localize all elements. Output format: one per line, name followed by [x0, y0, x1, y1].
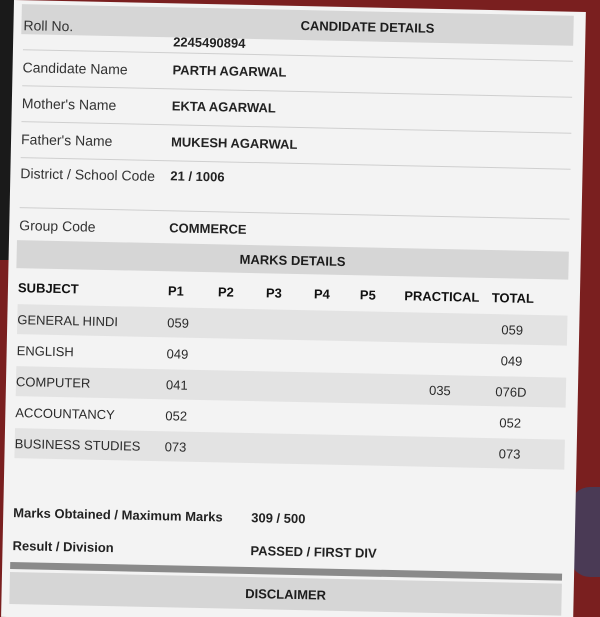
field-label: Roll No.	[23, 17, 74, 35]
field-label: Mother's Name	[21, 95, 117, 114]
marks-obtained-label: Marks Obtained / Maximum Marks	[13, 504, 223, 524]
col-header-subject: SUBJECT	[17, 279, 79, 296]
p5-cell	[357, 419, 393, 420]
marksheet-paper	[1, 0, 586, 617]
field-value: PARTH AGARWAL	[172, 62, 287, 80]
subject-cell: COMPUTER	[15, 373, 91, 391]
candidate-details-title: CANDIDATE DETAILS	[300, 17, 435, 36]
col-header-p5: P5	[359, 286, 376, 303]
p4-cell	[311, 418, 357, 419]
p2-cell	[217, 323, 265, 324]
field-label: District / School Code	[20, 165, 156, 184]
p2-cell	[215, 447, 263, 448]
p5-cell	[359, 357, 395, 358]
col-header-total: TOTAL	[491, 289, 535, 306]
p1-cell: 041	[165, 376, 188, 393]
marks-obtained-value: 309 / 500	[251, 509, 306, 526]
p5-cell	[357, 450, 393, 451]
p3-cell	[263, 448, 311, 449]
field-value: COMMERCE	[169, 220, 247, 237]
total-cell: 076D	[495, 383, 527, 400]
subject-cell: ACCOUNTANCY	[15, 404, 115, 422]
p3-cell	[263, 417, 311, 418]
p4-cell	[312, 387, 358, 388]
field-label: Group Code	[19, 217, 96, 235]
col-header-practical: PRACTICAL	[404, 287, 480, 305]
field-value: 21 / 1006	[170, 168, 225, 185]
practical-cell	[395, 358, 487, 360]
total-cell: 052	[499, 414, 522, 431]
practical-cell: 035	[428, 382, 451, 398]
p2-cell	[216, 385, 264, 386]
total-cell: 059	[501, 321, 524, 338]
result-division-value: PASSED / FIRST DIV	[250, 542, 377, 561]
subject-cell: GENERAL HINDI	[17, 311, 119, 329]
disclaimer-title: DISCLAIMER	[245, 585, 327, 603]
p2-cell	[217, 354, 265, 355]
field-label: Candidate Name	[22, 59, 128, 78]
p1-cell: 073	[164, 438, 187, 455]
field-value: 2245490894	[173, 34, 246, 51]
p4-cell	[313, 356, 359, 357]
field-value: EKTA AGARWAL	[171, 98, 276, 116]
result-division-label: Result / Division	[12, 537, 114, 555]
p3-cell	[265, 355, 313, 356]
p5-cell	[358, 388, 394, 389]
practical-cell	[393, 420, 485, 422]
field-value: MUKESH AGARWAL	[170, 134, 298, 152]
p1-cell: 049	[166, 345, 189, 362]
col-header-p3: P3	[265, 284, 282, 301]
p1-cell: 052	[165, 407, 188, 424]
practical-cell	[393, 451, 485, 453]
p2-cell	[215, 416, 263, 417]
col-header-p2: P2	[217, 283, 235, 300]
total-cell: 073	[498, 445, 521, 462]
p3-cell	[264, 386, 312, 387]
field-row-district-school-code	[20, 160, 571, 220]
p1-cell: 059	[167, 314, 190, 331]
subject-cell: BUSINESS STUDIES	[14, 435, 141, 454]
total-cell: 049	[500, 352, 523, 369]
p3-cell	[265, 324, 313, 325]
practical-cell	[395, 327, 487, 329]
p4-cell	[311, 449, 357, 450]
marks-details-title: MARKS DETAILS	[239, 251, 346, 269]
p4-cell	[313, 325, 359, 326]
subject-cell: ENGLISH	[16, 342, 74, 359]
col-header-p4: P4	[313, 285, 330, 302]
col-header-p1: P1	[167, 282, 185, 299]
field-label: Father's Name	[20, 131, 113, 150]
p5-cell	[359, 326, 395, 327]
